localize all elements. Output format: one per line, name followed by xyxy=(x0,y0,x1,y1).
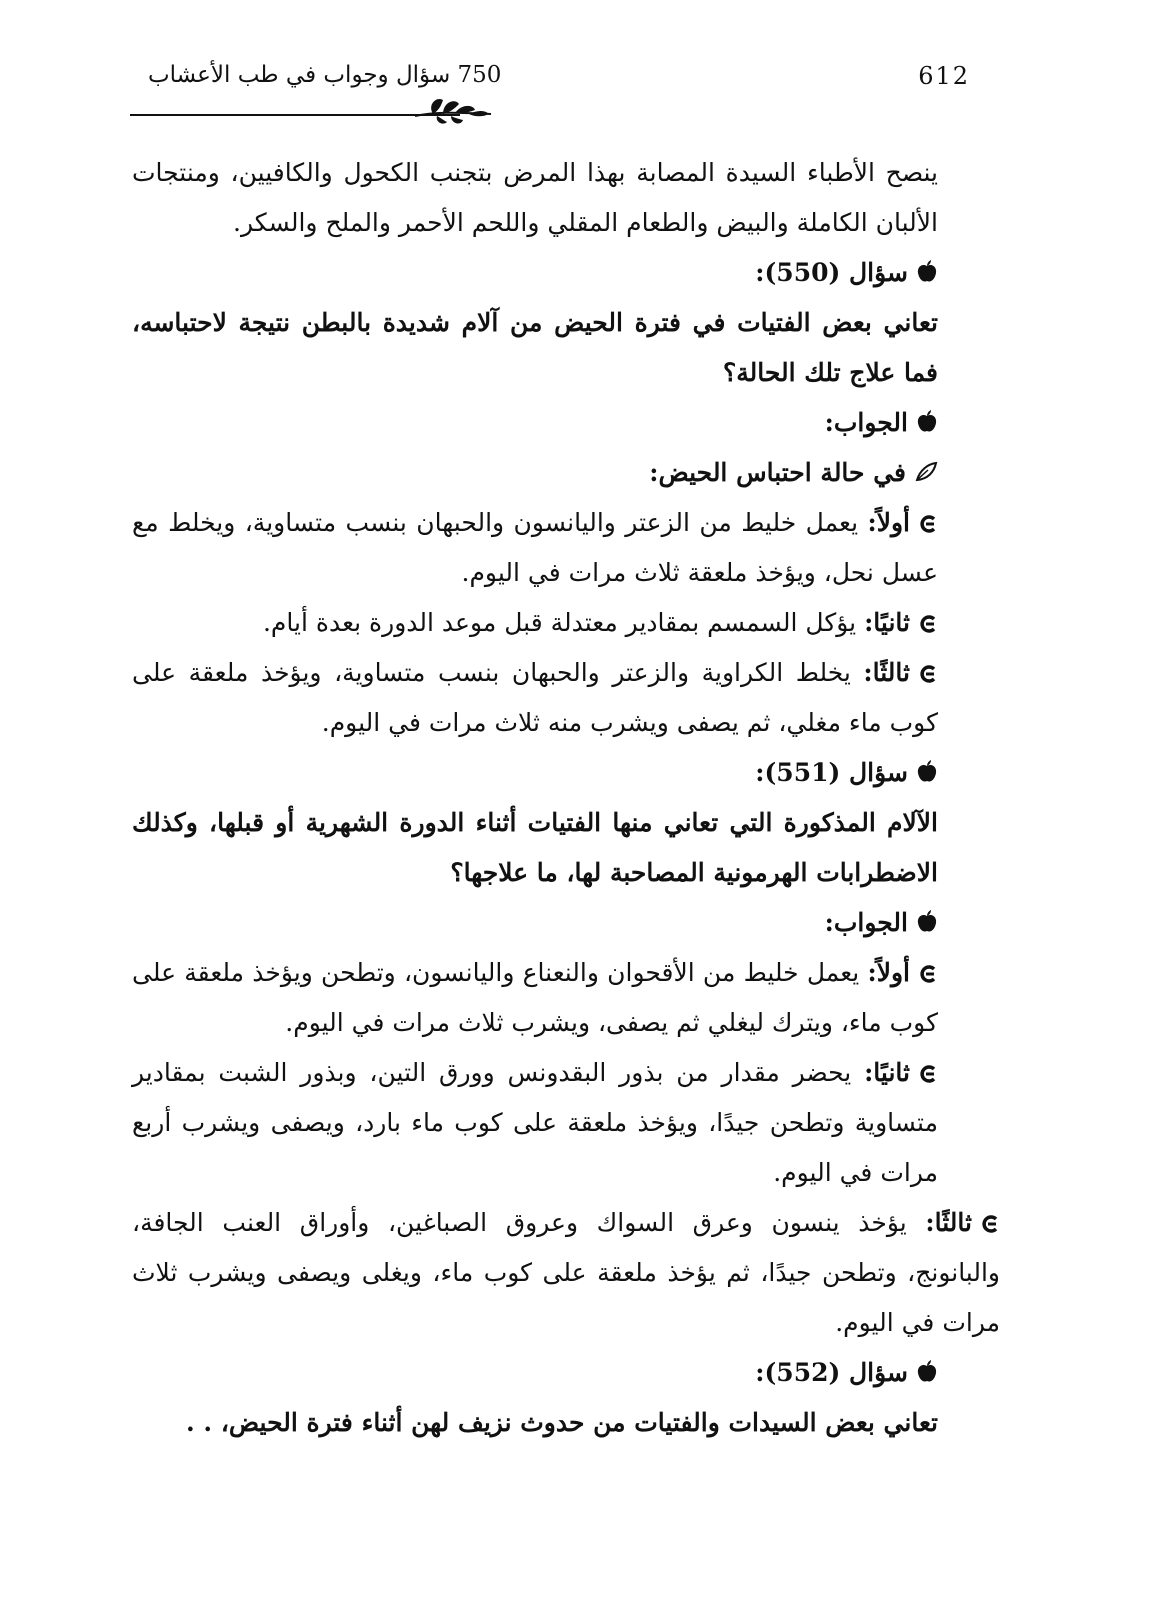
page-body xyxy=(132,148,1000,1448)
item-label: أولاً: xyxy=(867,958,911,987)
leaf-icon xyxy=(914,460,938,484)
header-rule xyxy=(130,114,460,116)
apple-icon xyxy=(916,760,938,784)
page-number: 612 xyxy=(918,62,970,90)
item-label: أولاً: xyxy=(867,508,910,537)
question-body: تعاني بعض السيدات والفتيات من حدوث نزيف لهن أثناء فترة الحيض، . . xyxy=(186,1408,938,1437)
question-text xyxy=(132,798,1000,898)
sub-heading xyxy=(132,448,1000,498)
question-heading xyxy=(132,748,1000,798)
answer-item xyxy=(132,648,1000,748)
book-title: 750 سؤال وجواب في طب الأعشاب xyxy=(148,62,502,88)
question-label: سؤال (552): xyxy=(755,1358,908,1387)
sub-heading-text: في حالة احتباس الحيض: xyxy=(649,458,906,487)
item-label: ثانيًا: xyxy=(864,608,910,637)
question-text xyxy=(132,1398,1000,1448)
paragraph-text: الألبان الكاملة والبيض والطعام المقلي واللحم الأحمر والملح والسكر. xyxy=(233,208,938,237)
answer-item xyxy=(132,1198,1000,1348)
paragraph-text: ينصح الأطباء السيدة المصابة بهذا المرض بتجنب الكحول والكافيين، ومنتجات xyxy=(132,158,938,187)
answer-item xyxy=(132,948,1000,1048)
item-label: ثانيًا: xyxy=(864,1058,910,1087)
item-text: يعمل خليط من الأقحوان والنعناع واليانسون، وتطحن ويؤخذ ملعقة على كوب ماء، ويترك ليغلي ثم يصفى، ويشرب ثلاث مرات في اليوم. xyxy=(132,958,938,1037)
apple-icon xyxy=(916,910,938,934)
answer-label: الجواب: xyxy=(824,408,908,437)
bullet-icon xyxy=(980,1214,1000,1234)
question-text xyxy=(132,298,1000,398)
item-label: ثالثًا: xyxy=(863,658,911,687)
item-label: ثالثًا: xyxy=(925,1208,972,1237)
bullet-icon xyxy=(918,964,938,984)
item-text: يؤكل السمسم بمقادير معتدلة قبل موعد الدورة بعدة أيام. xyxy=(262,608,857,637)
answer-label: الجواب: xyxy=(824,908,908,937)
apple-icon xyxy=(916,260,938,284)
question-heading xyxy=(132,1348,1000,1398)
answer-item xyxy=(132,598,1000,648)
item-text: يعمل خليط من الزعتر واليانسون والحبهان بنسب متساوية، ويخلط مع عسل نحل، ويؤخذ ملعقة ثلاث مرات في اليوم. xyxy=(132,508,938,587)
question-heading xyxy=(132,248,1000,298)
apple-icon xyxy=(916,410,938,434)
leaf-ornament-icon xyxy=(413,92,493,126)
question-body: الآلام المذكورة التي تعاني منها الفتيات أثناء الدورة الشهرية أو قبلها، وكذلك الاضطرابات الهرمونية المصاحبة لها، ما علاجها؟ xyxy=(132,808,938,887)
answer-item xyxy=(132,498,1000,598)
item-text: يحضر مقدار من بذور البقدونس وورق التين، وبذور الشبت بمقادير متساوية وتطحن جيدًا، ويؤخذ ملعقة على كوب ماء بارد، ويصفى ويشرب أربع مرات في اليوم. xyxy=(132,1058,938,1187)
bullet-icon xyxy=(918,664,938,684)
item-text: يؤخذ ينسون وعرق السواك وعروق الصباغين، وأوراق العنب الجافة، والبانونج، وتطحن جيدًا، ثم يؤخذ ملعقة على كوب ماء، ويغلى ويصفى ويشرب ثلاث مرات في اليوم. xyxy=(132,1208,1000,1337)
question-body: تعاني بعض الفتيات في فترة الحيض من آلام شديدة بالبطن نتيجة لاحتباسه، فما علاج تلك الحالة؟ xyxy=(132,308,938,387)
running-head xyxy=(130,62,1000,102)
answer-heading xyxy=(132,398,1000,448)
paragraph xyxy=(132,148,1000,248)
answer-heading xyxy=(132,898,1000,948)
answer-item xyxy=(132,1048,1000,1198)
apple-icon xyxy=(916,1360,938,1384)
bullet-icon xyxy=(918,614,938,634)
bullet-icon xyxy=(918,1064,938,1084)
item-text: يخلط الكراوية والزعتر والحبهان بنسب متساوية، ويؤخذ ملعقة على كوب ماء مغلي، ثم يصفى ويشرب منه ثلاث مرات في اليوم. xyxy=(132,658,938,737)
question-label: سؤال (551): xyxy=(755,758,908,787)
question-label: سؤال (550): xyxy=(755,258,908,287)
bullet-icon xyxy=(918,514,938,534)
